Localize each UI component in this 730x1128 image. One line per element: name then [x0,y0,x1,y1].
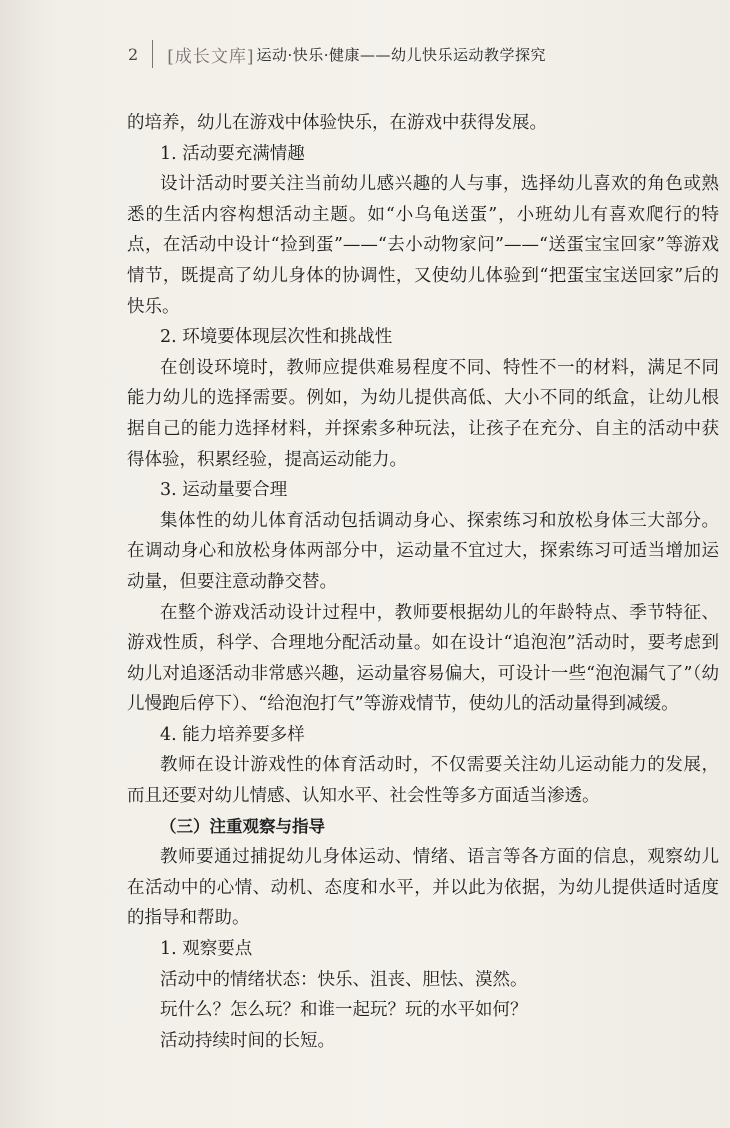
paragraph: 教师要通过捕捉幼儿身体运动、情绪、语言等各方面的信息，观察幼儿在活动中的心情、动机、态度和水平，并以此为依据，为幼儿提供适时适度的指导和帮助。 [127,847,719,929]
paragraph: 在整个游戏活动设计过程中，教师要根据幼儿的年龄特点、季节特征、游戏性质，科学、合理地分配活动量。如在设计“追泡泡”活动时，要考虑到幼儿对追逐活动非常感兴趣，运动量容易偏大，可设计一些“泡泡漏气了”（幼儿慢跑后停下）、“给泡泡打气”等游戏情节，使幼儿的活动量得到减缓。 [127,602,719,715]
header-divider [152,40,153,68]
paragraph: 集体性的幼儿体育活动包括调动身心、探索练习和放松身体三大部分。在调动身心和放松身体两部分中，运动量不宜过大，探索练习可适当增加运动量，但要注意动静交替。 [127,510,719,592]
book-title: 运动·快乐·健康——幼儿快乐运动教学探究 [256,45,546,64]
body-text [127,108,719,1056]
paragraph: 活动中的情绪状态：快乐、沮丧、胆怯、漠然。 [160,969,528,990]
section-heading: （三）注重观察与指导 [160,816,325,836]
paragraph: 活动持续时间的长短。 [160,1030,335,1051]
page-number: 2 [128,44,139,64]
paragraph: 教师在设计游戏性的体育活动时，不仅需要关注幼儿运动能力的发展，而且还要对幼儿情感、认知水平、社会性等多方面适当渗透。 [127,755,719,807]
series-name: [成长文库] [167,46,255,67]
subheading-observation: 1. 观察要点 [160,939,253,960]
paragraph: 玩什么？怎么玩？和谁一起玩？玩的水平如何？ [160,1000,528,1021]
subheading-1: 1. 活动要充满情趣 [160,143,305,164]
paragraph: 在创设环境时，教师应提供难易程度不同、特性不一的材料，满足不同能力幼儿的选择需要。例如，为幼儿提供高低、大小不同的纸盒，让幼儿根据自己的能力选择材料，并探索多种玩法，让孩子在充分、自主的活动中获得体验，积累经验，提高运动能力。 [127,357,719,470]
paragraph-continuation: 的培养，幼儿在游戏中体验快乐，在游戏中获得发展。 [127,113,547,133]
paragraph: 设计活动时要关注当前幼儿感兴趣的人与事，选择幼儿喜欢的角色或熟悉的生活内容构想活动主题。如“小乌龟送蛋”，小班幼儿有喜欢爬行的特点，在活动中设计“捡到蛋”——“去小动物家问”——“送蛋宝宝回家”等游戏情节，既提高了幼儿身体的协调性，又使幼儿体验到“把蛋宝宝送回家”后的快乐。 [127,174,719,317]
subheading-4: 4. 能力培养要多样 [160,724,305,745]
subheading-3: 3. 运动量要合理 [160,480,288,501]
running-header [128,34,688,74]
subheading-2: 2. 环境要体现层次性和挑战性 [160,327,393,348]
